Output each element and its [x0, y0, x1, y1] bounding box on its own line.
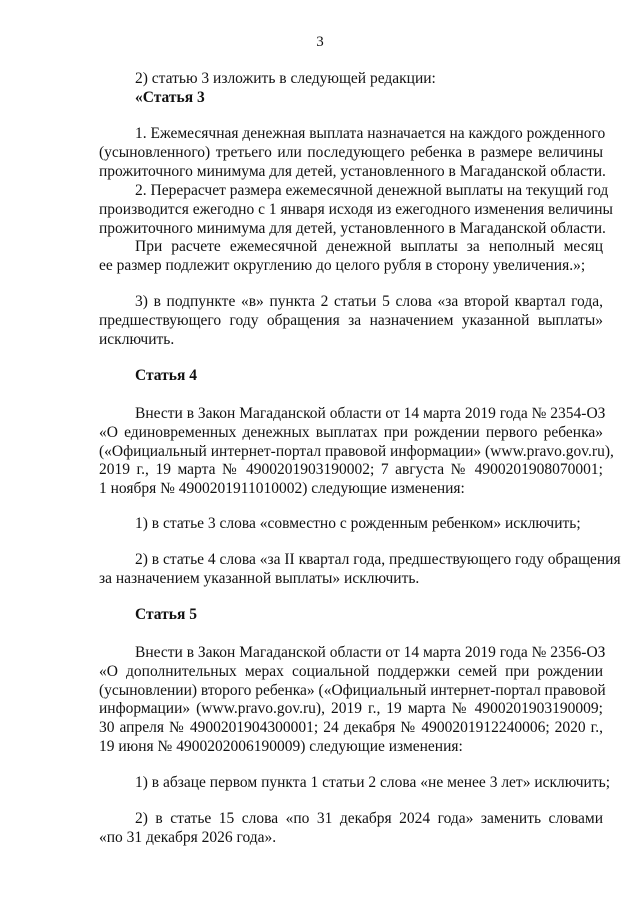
paragraph-line: 2) в статье 4 слова «за II квартал года, предшествующего году обращения	[135, 551, 621, 568]
paragraph-line: Внести в Закон Магаданской области от 14 марта 2019 года № 2356-ОЗ	[135, 644, 606, 661]
paragraph-line: «О единовременных денежных выплатах при рождении первого ребенка»	[99, 424, 603, 441]
article-heading: Статья 4	[135, 367, 197, 384]
paragraph-line: 2019 г., 19 марта № 4900201903190002; 7 августа № 4900201908070001;	[99, 461, 603, 478]
paragraph-line: При расчете ежемесячной денежной выплаты за неполный месяц	[135, 238, 603, 255]
paragraph-line: 30 апреля № 4900201904300001; 24 декабря № 4900201912240006; 2020 г.,	[99, 719, 603, 736]
paragraph-line: 3) в подпункте «в» пункта 2 статьи 5 слова «за второй квартал года,	[135, 293, 603, 310]
paragraph-line: 2. Перерасчет размера ежемесячной денежной выплаты на текущий год	[135, 182, 609, 199]
paragraph-line: 2) статью 3 изложить в следующей редакции:	[135, 70, 436, 87]
paragraph-line: «О дополнительных мерах социальной поддержки семей при рождении	[99, 663, 603, 680]
paragraph-line: предшествующего году обращения за назначением указанной выплаты»	[99, 312, 603, 329]
article-heading: Статья 5	[135, 606, 197, 623]
paragraph-line: за назначением указанной выплаты» исключить.	[99, 570, 420, 587]
paragraph-line: прожиточного минимума для детей, установленного в Магаданской области.	[99, 220, 606, 237]
paragraph-line: («Официальный интернет-портал правовой информации» (www.pravo.gov.ru),	[99, 443, 614, 460]
page-number: 3	[316, 34, 324, 50]
paragraph-line: 2) в статье 15 слова «по 31 декабря 2024 года» заменить словами	[135, 810, 603, 827]
paragraph-line: производится ежегодно с 1 января исходя из ежегодного изменения величины	[99, 201, 613, 218]
paragraph-line: 1) в абзаце первом пункта 1 статьи 2 слова «не менее 3 лет» исключить;	[135, 774, 610, 791]
paragraph-line: (усыновлении) второго ребенка» («Официальный интернет-портал правовой	[99, 682, 606, 699]
paragraph-line: 1 ноября № 4900201911010002) следующие изменения:	[99, 480, 465, 497]
paragraph-line: 1. Ежемесячная денежная выплата назначается на каждого рожденного	[135, 125, 606, 142]
paragraph-line: 1) в статье 3 слова «совместно с рожденным ребенком» исключить;	[135, 515, 581, 532]
paragraph-line: Внести в Закон Магаданской области от 14 марта 2019 года № 2354-ОЗ	[135, 405, 606, 422]
paragraph-line: информации» (www.pravo.gov.ru), 2019 г., 19 марта № 4900201903190009;	[99, 700, 603, 717]
paragraph-line: 19 июня № 4900202006190009) следующие изменения:	[99, 738, 463, 755]
paragraph-line: прожиточного минимума для детей, установленного в Магаданской области.	[99, 163, 606, 180]
paragraph-line: «по 31 декабря 2026 года».	[99, 829, 277, 846]
article-heading: «Статья 3	[135, 89, 205, 106]
paragraph-line: исключить.	[99, 331, 175, 348]
paragraph-line: ее размер подлежит округлению до целого рубля в сторону увеличения.»;	[99, 257, 586, 274]
paragraph-line: (усыновленного) третьего или последующего ребенка в размере величины	[99, 144, 603, 161]
